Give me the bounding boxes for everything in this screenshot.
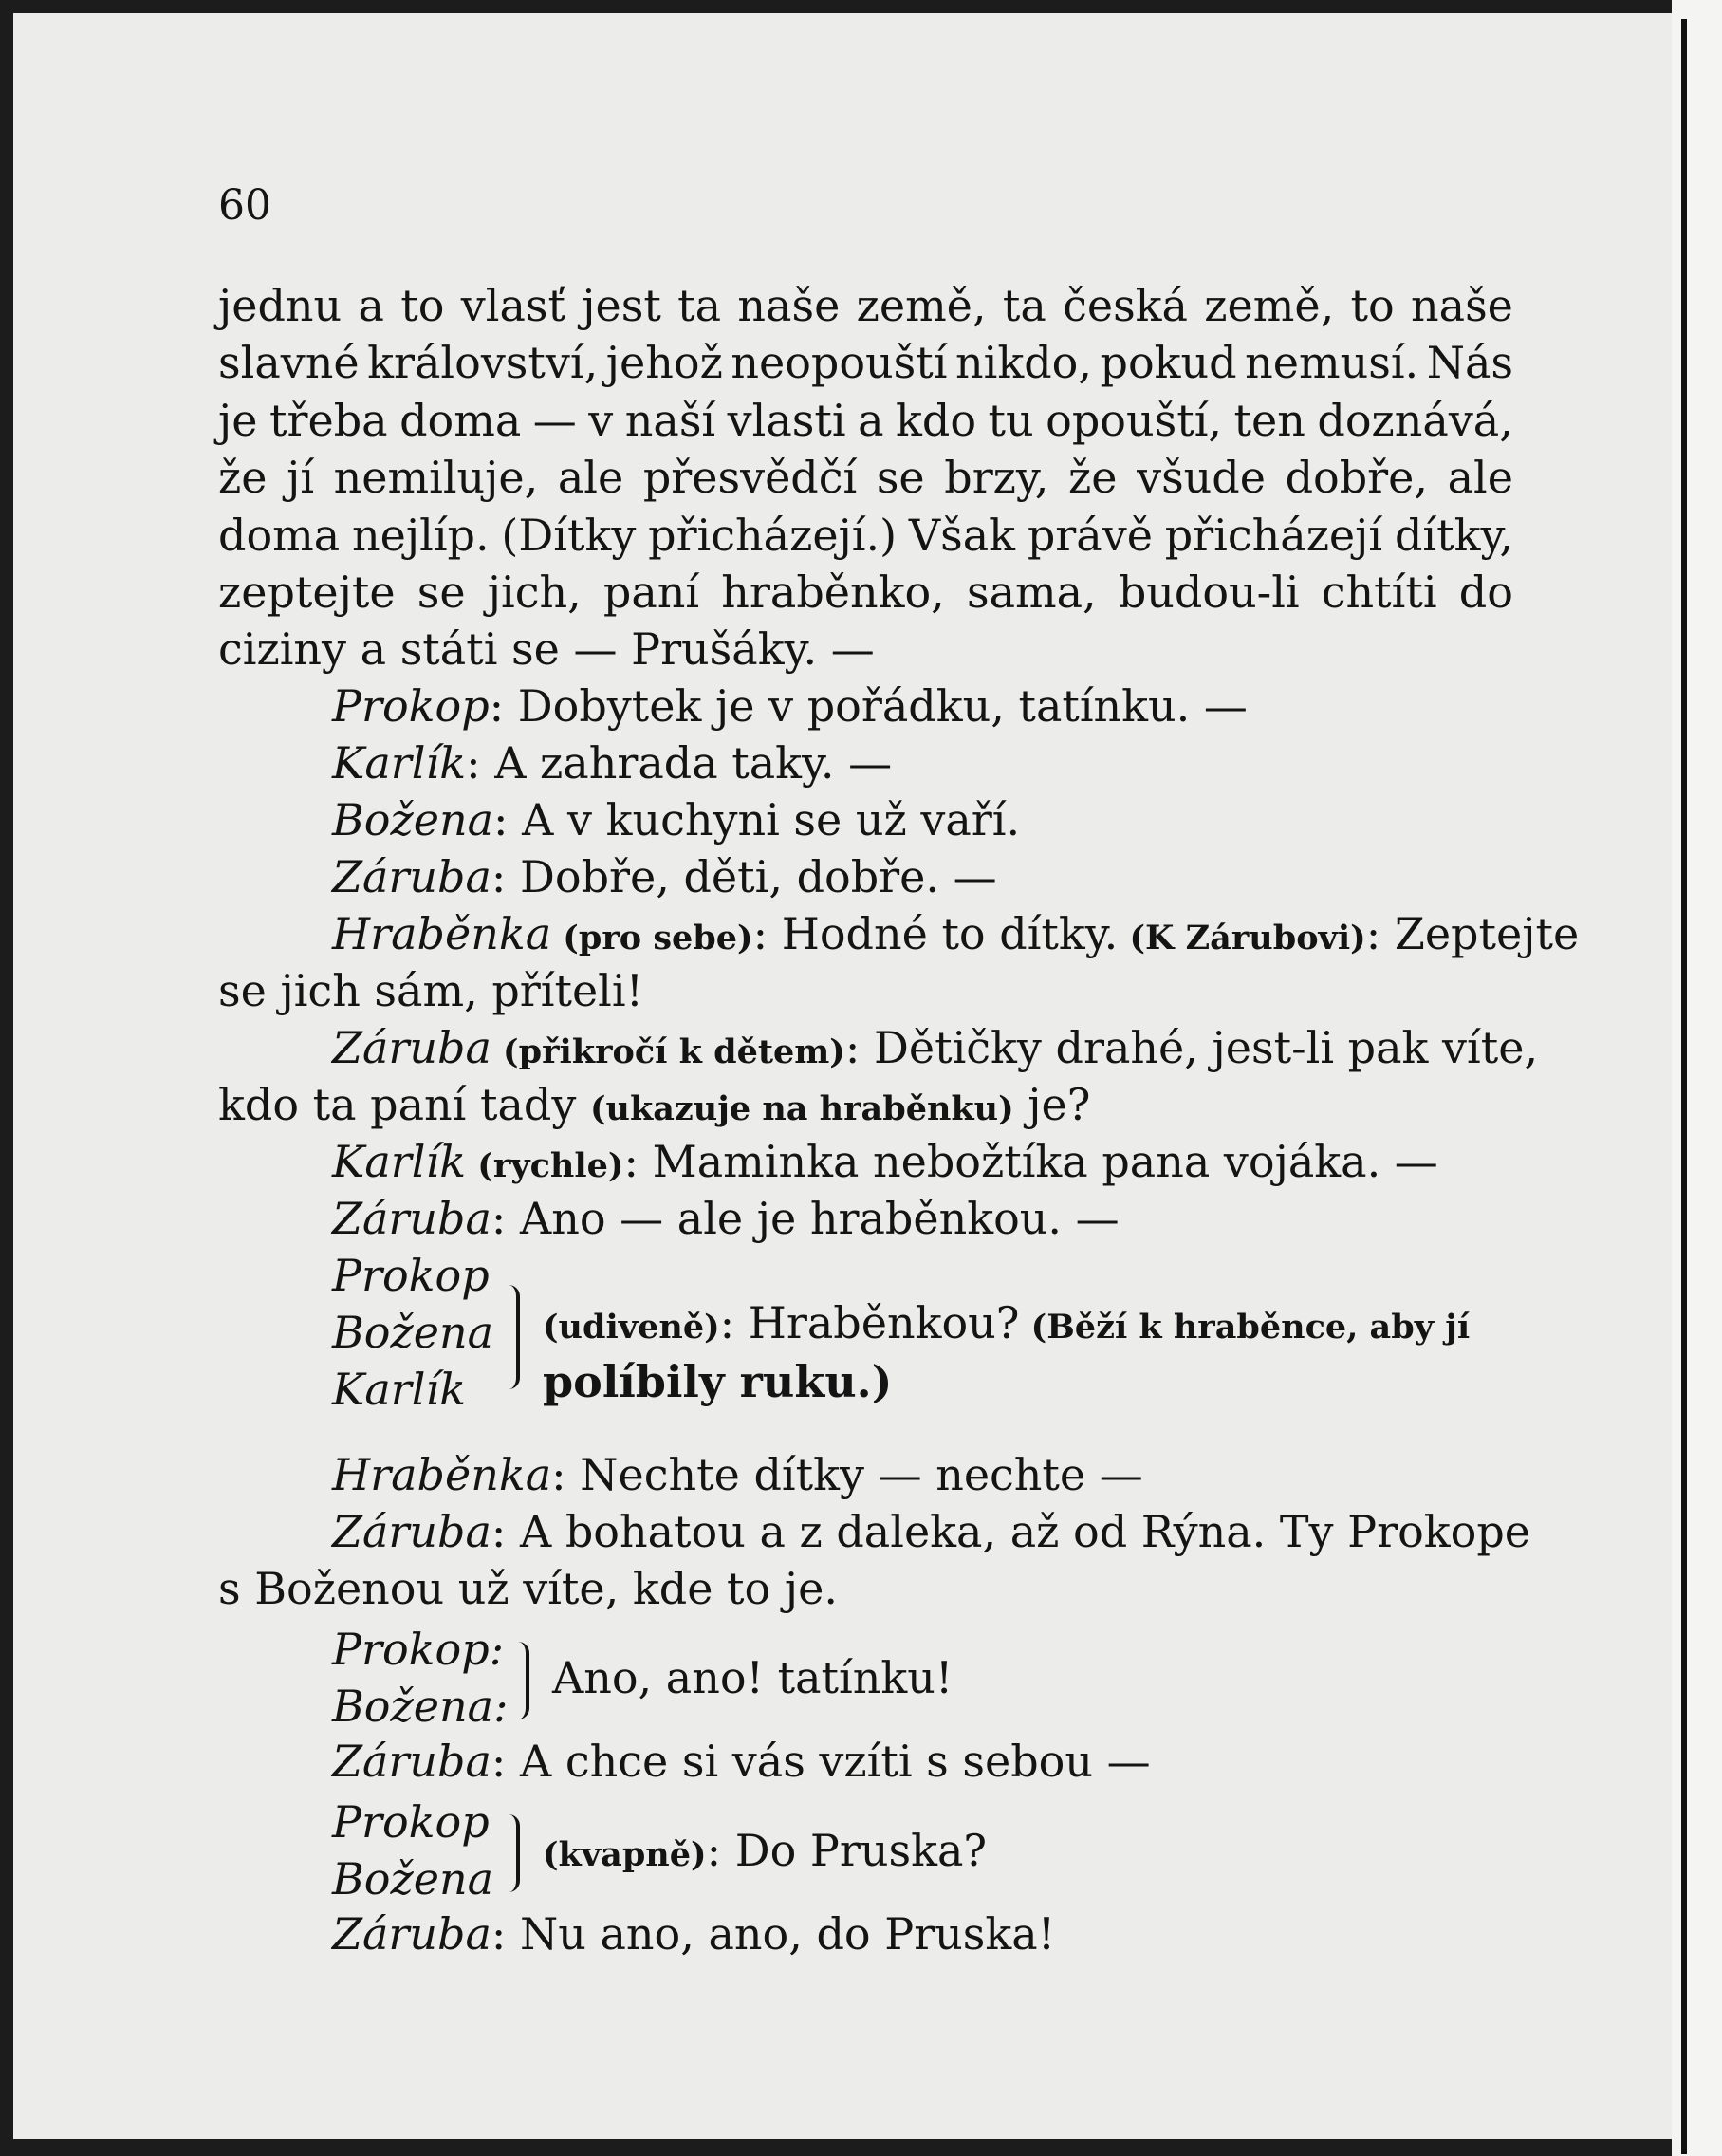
stage-direction: (udiveně) [543, 1308, 720, 1347]
speaker-name: Hraběnka [332, 908, 552, 959]
colon: : [491, 1908, 507, 1960]
paragraph-line: že jí nemiluje, ale přesvědčí se brzy, že všude dobře, ale [218, 452, 1513, 504]
speaker-group-names [332, 1247, 493, 1418]
speaker-name: Karlík [332, 1364, 467, 1415]
colon: : [466, 737, 481, 789]
speech-line [332, 848, 1513, 905]
stage-direction: (přikročí k dětem) [491, 1032, 845, 1071]
scan-edge-rule [1681, 19, 1687, 2154]
speaker-name: Karlík [332, 1136, 467, 1187]
stage-direction: (Běží k hraběnce, aby jí [1019, 1308, 1471, 1347]
colon: : [491, 1736, 507, 1787]
colon: : [493, 794, 509, 846]
speech-line [332, 1503, 1531, 1560]
speech-line [332, 791, 1513, 848]
speech-line [332, 678, 1513, 734]
speech-continuation [218, 1076, 1513, 1138]
stage-direction: (rychle) [466, 1146, 624, 1185]
book-page [13, 13, 1672, 2139]
speaker-name: Prokop [332, 1796, 490, 1848]
speaker-name: Prokop: [332, 1624, 505, 1675]
speech-text: : Do Pruska? [706, 1825, 988, 1876]
stage-direction: políbily ruku.) [543, 1356, 893, 1407]
speech-text: je? [1013, 1079, 1091, 1130]
speech-text: A zahrada taky. — [480, 737, 893, 789]
speech-line [332, 734, 1513, 791]
speech-text: A v kuchyni se už vaří. [508, 794, 1021, 846]
curly-brace [503, 1814, 520, 1892]
speaker-name: Hraběnka [332, 1449, 552, 1500]
speech-line [332, 1133, 1513, 1195]
group-speech [543, 1822, 987, 1884]
curly-brace [512, 1642, 529, 1719]
speaker-name: Prokop [332, 1250, 490, 1301]
speech-text: : Hraběnkou? [719, 1297, 1020, 1348]
speaker-name: Záruba [332, 1908, 491, 1960]
stage-direction: (pro sebe) [551, 919, 753, 957]
speech-text: Dobře, děti, dobře. — [506, 851, 997, 902]
speaker-name: Božena [332, 1307, 494, 1358]
group-speech [543, 1294, 1470, 1356]
speech-text: Dětičky drahé, jest-li pak víte, [860, 1022, 1539, 1073]
curly-brace [503, 1285, 520, 1389]
paragraph-line: ciziny a státi se — Prušáky. — [218, 623, 875, 676]
paragraph-line: slavné království, jehož neopouští nikdo, pokud nemusí. Nás [218, 337, 1513, 389]
speaker-name: Karlík [332, 737, 467, 789]
speaker-name: Záruba [332, 851, 491, 902]
speech-line [332, 905, 1580, 967]
stage-direction: (kvapně) [543, 1835, 707, 1874]
colon: : [491, 1506, 507, 1557]
colon: : [623, 1136, 639, 1187]
speech-text: Dobytek je v pořádku, tatínku. — [504, 680, 1248, 732]
opening-paragraph [218, 277, 1513, 678]
speech-text: : Zeptejte [1365, 908, 1580, 959]
scan-edge [1672, 0, 1722, 2156]
speech-line [332, 1190, 1513, 1247]
colon: : [551, 1449, 566, 1500]
speaker-name: Božena [332, 1853, 494, 1905]
paragraph-line: je třeba doma — v naší vlasti a kdo tu opouští, ten doznává, [218, 394, 1513, 446]
speaker-name: Záruba [332, 1506, 491, 1557]
colon: : [491, 1193, 507, 1244]
speaker-group-names [332, 1794, 493, 1907]
colon: : [491, 851, 507, 902]
paragraph-line: zeptejte se jich, paní hraběnko, sama, budou-li chtíti do [218, 566, 1513, 618]
paragraph-line: jednu a to vlasť jest ta naše země, ta česká země, to naše [218, 280, 1513, 331]
speech-line [332, 1905, 1513, 1962]
speech-line [332, 1446, 1513, 1503]
speaker-group-names [332, 1621, 509, 1735]
paragraph-line: doma nejlíp. (Dítky přicházejí.) Však právě přicházejí dítky, [218, 509, 1513, 561]
speaker-name: Záruba [332, 1736, 491, 1787]
page-number: 60 [218, 181, 271, 230]
speech-text: Ano — ale je hraběnkou. — [506, 1193, 1120, 1244]
speech-text: Ano, ano! tatínku! [552, 1652, 954, 1703]
speech-text: A bohatou a z daleka, až od Rýna. Ty Prokope [506, 1506, 1531, 1557]
stage-direction: (K Zárubovi) [1118, 919, 1366, 957]
speaker-name: Božena [332, 794, 494, 846]
speech-continuation: se jich sám, příteli! [218, 965, 644, 1016]
colon: : [844, 1022, 861, 1073]
speaker-name: Prokop [332, 680, 490, 732]
speech-line [332, 1019, 1539, 1081]
stage-direction: (ukazuje na hraběnku) [589, 1089, 1014, 1128]
speaker-name: Božena: [332, 1681, 509, 1732]
speech-text: Hodné to dítky. [768, 908, 1119, 959]
speech-text: Maminka nebožtíka pana vojáka. — [638, 1136, 1438, 1187]
speaker-name: Záruba [332, 1022, 491, 1073]
colon: : [489, 680, 505, 732]
colon: : [752, 908, 768, 959]
speech-text: Nechte dítky — nechte — [565, 1449, 1143, 1500]
speaker-name: Záruba [332, 1193, 491, 1244]
speech-text: A chce si vás vzíti s sebou — [506, 1736, 1151, 1787]
speech-continuation: s Boženou už víte, kde to je. [218, 1563, 838, 1614]
speech-line [332, 1733, 1513, 1790]
speech-text: Nu ano, ano, do Pruska! [506, 1908, 1056, 1960]
speech-text: kdo ta paní tady [218, 1079, 590, 1130]
